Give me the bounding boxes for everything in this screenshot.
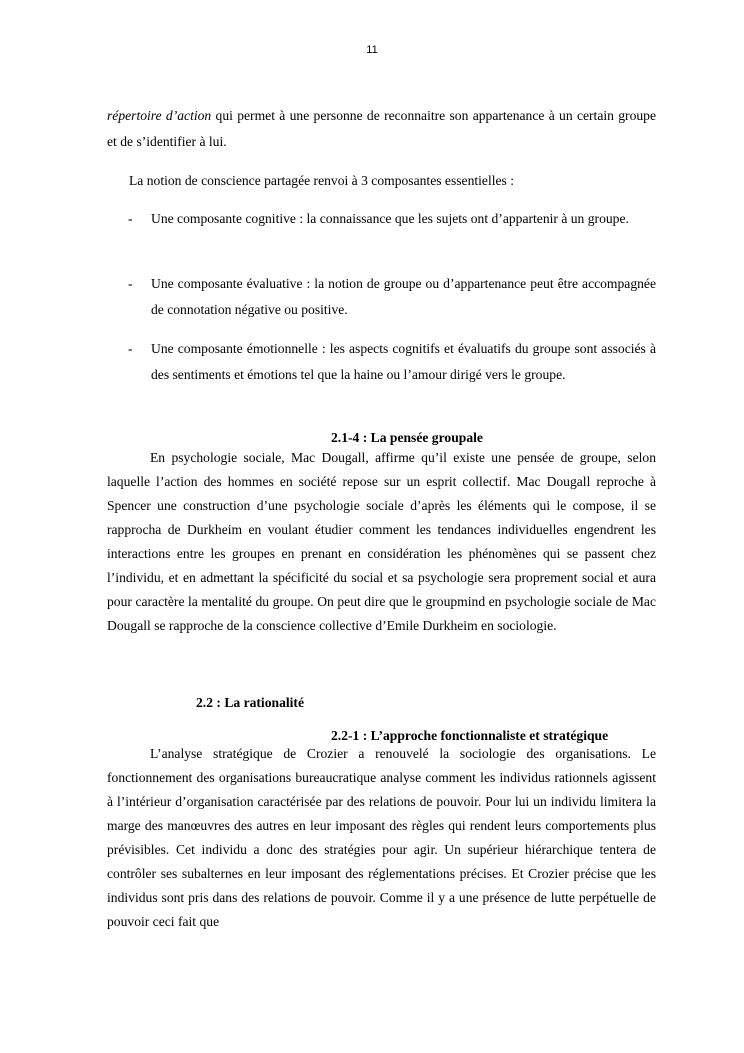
page-number: 11 (366, 44, 378, 56)
bullet-text: Une composante cognitive : la connaissance que les sujets ont d’appartenir à un groupe. (151, 211, 629, 226)
bullet-text: Une composante émotionnelle : les aspects cognitifs et évaluatifs du groupe sont associés à des sentiments et émotions tel que la haine ou l’amour dirigé vers le groupe. (151, 341, 656, 382)
section-heading-strategic-approach: 2.2-1 : L’approche fonctionnaliste et stratégique (331, 728, 609, 743)
intro-italic-term: répertoire d’action (107, 108, 212, 123)
intro-text: qui permet à une personne de reconnaitre son appartenance à un certain groupe et de s’identifier à lui. (107, 108, 656, 149)
bullet-item-emotional (128, 336, 656, 387)
strategic-approach-paragraph: L’analyse stratégique de Crozier a renouvelé la sociologie des organisations. Le fonctionnement des organisations bureaucratique analyse comment les individus rationnels agissent à l’intérieur d’organisation caractérisée par des relations de pouvoir. Pour lui un individu limitera la marge des manœuvres des autres en leur imposant des règles qui rendent leurs comportements plus prévisibles. Cet individu a donc des stratégies pour agir. Un supérieur hiérarchique tentera de contrôler ses subalternes en leur imposant des réglementations précises. Et Crozier précise que les individus sont pris dans des relations de pouvoir. Comme il y a une présence de lutte perpétuelle de pouvoir ceci fait que (107, 746, 656, 929)
notion-paragraph: La notion de conscience partagée renvoi à 3 composantes essentielles : (129, 173, 515, 188)
bullet-dash: - (128, 341, 133, 356)
bullet-item-cognitive (128, 206, 656, 232)
intro-paragraph (107, 103, 656, 154)
bullet-item-evaluative (128, 271, 656, 322)
bullet-text: Une composante évaluative : la notion de groupe ou d’appartenance peut être accompagnée de connotation négative ou positive. (151, 276, 656, 317)
section-heading-groupthink: 2.1-4 : La pensée groupale (331, 430, 483, 445)
bullet-dash: - (128, 211, 133, 226)
groupthink-paragraph: En psychologie sociale, Mac Dougall, affirme qu’il existe une pensée de groupe, selon laquelle l’action des hommes en société repose sur un esprit collectif. Mac Dougall reproche à Spencer une construction d’une psychologie sociale d’après les éléments qui le compose, il se rapprocha de Durkheim en voulant étudier comment les tendances individuelles engendrent les interactions entre les groupes en prenant en considération les phénomènes qui se passent chez l’individu, et en admettant la spécificité du social et sa psychologie sera proprement social et aura pour caractère la mentalité du groupe. On peut dire que le groupmind en psychologie sociale de Mac Dougall se rapproche de la conscience collective d’Emile Durkheim en sociologie. (107, 450, 656, 633)
section-heading-rationality: 2.2 : La rationalité (196, 695, 304, 710)
bullet-dash: - (128, 276, 133, 291)
